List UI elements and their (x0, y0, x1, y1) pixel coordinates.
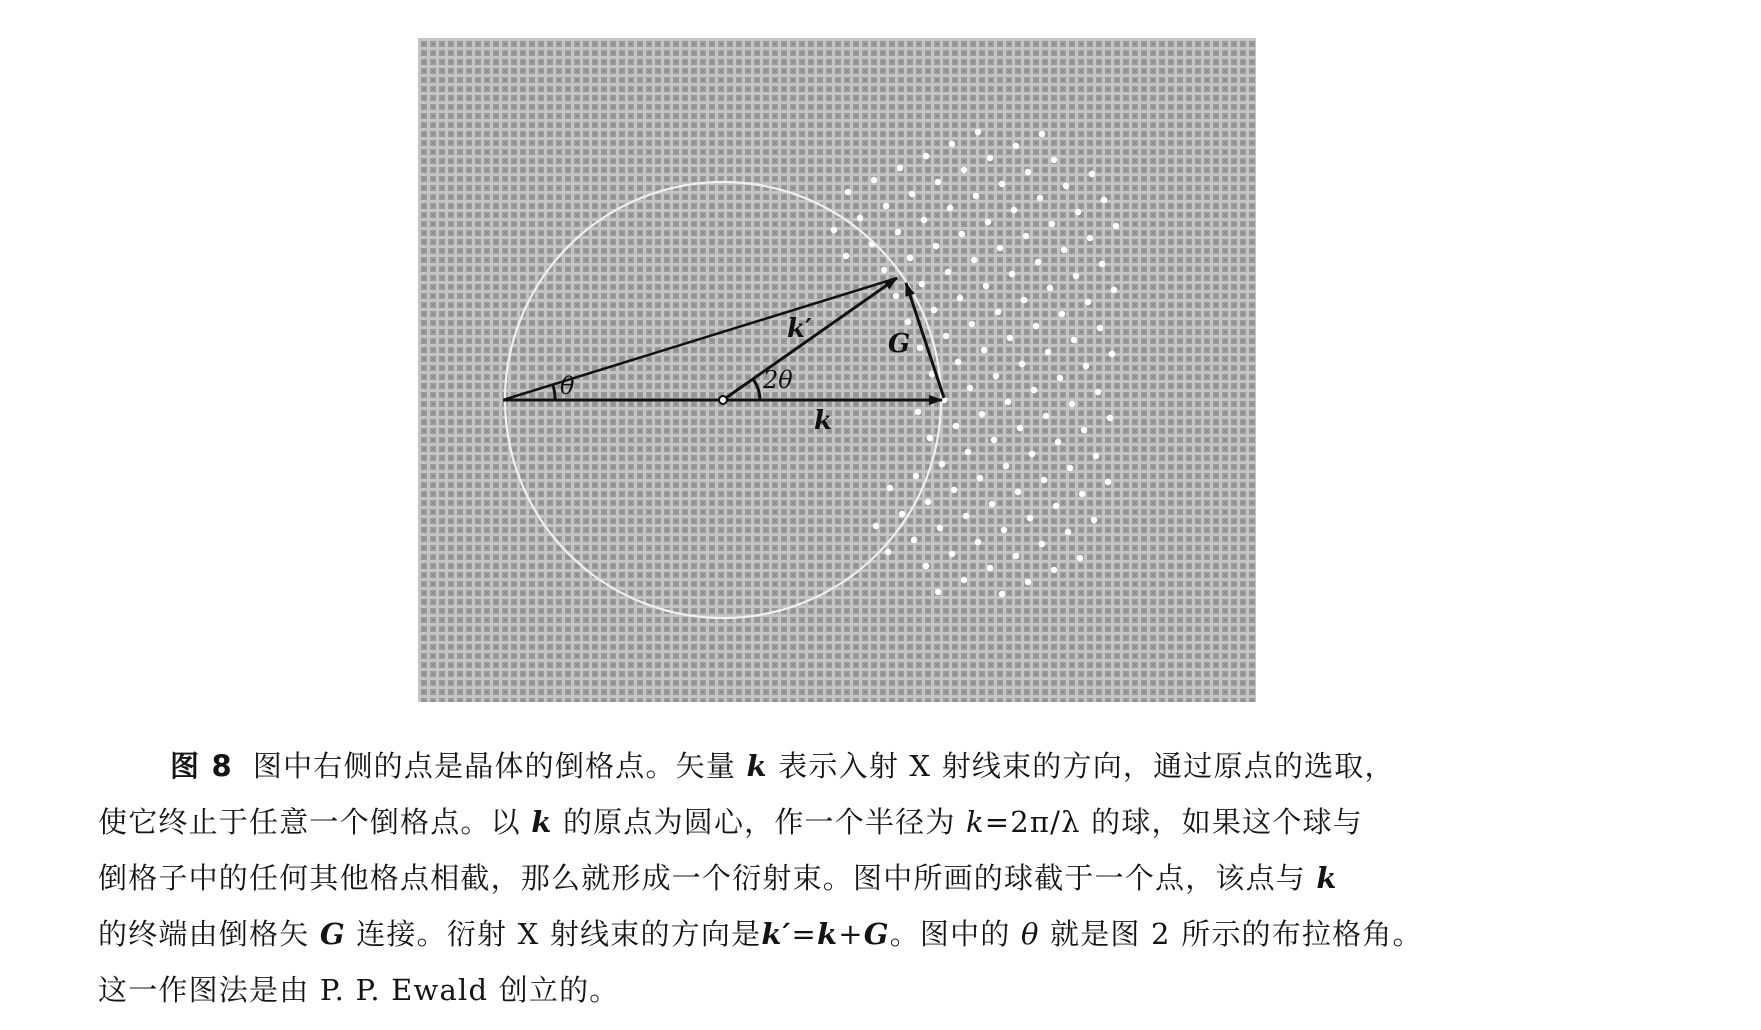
lattice-point (1001, 527, 1007, 533)
math-symbol: θ (1020, 917, 1040, 951)
lattice-point (1051, 567, 1057, 573)
lattice-point (1005, 399, 1011, 405)
lattice-point (1035, 259, 1041, 265)
caption-line-3 (98, 850, 1578, 906)
math-symbol: k′ (761, 917, 792, 951)
figure-background (418, 38, 1256, 702)
lattice-point (1003, 463, 1009, 469)
lattice-point (927, 435, 933, 441)
lattice-point (951, 487, 957, 493)
lattice-point (989, 501, 995, 507)
lattice-point (873, 523, 879, 529)
caption-text: 倒格子中的任何其他格点相截，那么就形成一个衍射束。图中所画的球截于一个点，该点与 (98, 861, 1317, 895)
lattice-point (1051, 157, 1057, 163)
lattice-point (933, 243, 939, 249)
lattice-point (999, 181, 1005, 187)
lattice-point (1023, 233, 1029, 239)
lattice-point (1031, 387, 1037, 393)
lattice-point (997, 245, 1003, 251)
lattice-point (1053, 503, 1059, 509)
lattice-point (977, 475, 983, 481)
math-symbol: k (816, 917, 839, 951)
lattice-point (1013, 553, 1019, 559)
lattice-point (983, 283, 989, 289)
lattice-point (1059, 311, 1065, 317)
caption-text: 。图中的 (889, 917, 1021, 951)
lattice-point (1081, 427, 1087, 433)
lattice-point (963, 513, 969, 519)
lattice-point (885, 549, 891, 555)
lattice-point (955, 359, 961, 365)
lattice-point (937, 525, 943, 531)
lattice-point (1091, 517, 1097, 523)
lattice-point (1027, 515, 1033, 521)
lattice-point (975, 129, 981, 135)
lattice-point (1111, 287, 1117, 293)
lattice-point (857, 215, 863, 221)
lattice-point (1113, 223, 1119, 229)
lattice-point (1037, 195, 1043, 201)
caption-line-2 (98, 794, 1578, 850)
lattice-point (1057, 375, 1063, 381)
lattice-point (969, 321, 975, 327)
lattice-point (1107, 415, 1113, 421)
lattice-point (1075, 209, 1081, 215)
lattice-point (945, 269, 951, 275)
lattice-point (1079, 491, 1085, 497)
lattice-point (1039, 541, 1045, 547)
lattice-point (1041, 477, 1047, 483)
math-operator: + (838, 917, 864, 951)
lattice-point (1061, 247, 1067, 253)
lattice-point (1013, 143, 1019, 149)
math-symbol: k (965, 805, 985, 839)
lattice-point (881, 267, 887, 273)
lattice-point (935, 589, 941, 595)
lattice-point (965, 449, 971, 455)
caption-text: 使它终止于任意一个倒格点。以 (98, 805, 532, 839)
caption-line-4 (98, 906, 1578, 962)
caption-text: 的终端由倒格矢 (98, 917, 320, 951)
math-symbol: G (319, 917, 346, 951)
label-theta: θ (560, 372, 575, 400)
lattice-point (1029, 451, 1035, 457)
lattice-point (899, 511, 905, 517)
lattice-point (915, 409, 921, 415)
lattice-point (1055, 439, 1061, 445)
lattice-point (1093, 453, 1099, 459)
lattice-point (1043, 413, 1049, 419)
caption-text: 连接。衍射 X 射线束的方向是 (345, 917, 762, 951)
lattice-point (871, 177, 877, 183)
math-symbol: k (1316, 861, 1338, 895)
lattice-point (917, 345, 923, 351)
lattice-point (897, 165, 903, 171)
lattice-point (975, 539, 981, 545)
lattice-point (1021, 297, 1027, 303)
lattice-point (1015, 489, 1021, 495)
math-symbol: k (531, 805, 553, 839)
math-symbol: k (746, 749, 768, 783)
caption-text: 的球，如果这个球与 (1080, 805, 1363, 839)
caption-text: 图中右侧的点是晶体的倒格点。矢量 (252, 749, 747, 783)
lattice-point (1063, 183, 1069, 189)
lattice-point (1071, 337, 1077, 343)
lattice-point (1067, 465, 1073, 471)
lattice-point (943, 333, 949, 339)
lattice-point (991, 437, 997, 443)
lattice-point (953, 423, 959, 429)
lattice-point (1019, 361, 1025, 367)
lattice-point (1025, 579, 1031, 585)
lattice-point (971, 257, 977, 263)
lattice-point (939, 461, 945, 467)
lattice-point (961, 167, 967, 173)
lattice-point (1069, 401, 1075, 407)
lattice-point (1087, 235, 1093, 241)
lattice-point (967, 385, 973, 391)
lattice-point (1039, 131, 1045, 137)
caption-text: 表示入射 X 射线束的方向，通过原点的选取， (767, 749, 1395, 783)
lattice-point (1083, 363, 1089, 369)
lattice-point (981, 347, 987, 353)
lattice-point (843, 253, 849, 259)
lattice-point (923, 563, 929, 569)
math-equation: =2π/λ (984, 805, 1081, 839)
lattice-point (979, 411, 985, 417)
lattice-point (1047, 285, 1053, 291)
lattice-point (957, 295, 963, 301)
math-symbol: G (863, 917, 890, 951)
label-k: k (814, 406, 833, 436)
label-G: G (888, 329, 911, 359)
math-operator: = (791, 917, 817, 951)
label-two-theta: 2θ (763, 366, 793, 394)
lattice-point (1045, 349, 1051, 355)
caption-text: 就是图 2 所示的布拉格角。 (1039, 917, 1423, 951)
origin-point (719, 396, 727, 404)
lattice-point (1065, 529, 1071, 535)
lattice-point (911, 537, 917, 543)
lattice-point (895, 229, 901, 235)
lattice-point (1095, 389, 1101, 395)
lattice-point (1109, 351, 1115, 357)
lattice-point (931, 307, 937, 313)
lattice-point (923, 153, 929, 159)
lattice-point (1011, 207, 1017, 213)
lattice-point (949, 141, 955, 147)
lattice-point (961, 577, 967, 583)
lattice-point (893, 293, 899, 299)
lattice-point (909, 191, 915, 197)
lattice-point (999, 591, 1005, 597)
lattice-point (1049, 221, 1055, 227)
lattice-point (925, 499, 931, 505)
lattice-point (987, 565, 993, 571)
lattice-point (1089, 171, 1095, 177)
figure-caption (98, 738, 1578, 1018)
lattice-point (887, 485, 893, 491)
lattice-point (831, 227, 837, 233)
caption-text: 的原点为圆心，作一个半径为 (552, 805, 966, 839)
lattice-point (913, 473, 919, 479)
lattice-point (921, 217, 927, 223)
lattice-point (995, 309, 1001, 315)
lattice-point (1017, 425, 1023, 431)
lattice-point (1007, 335, 1013, 341)
caption-line-5: 这一作图法是由 P. P. Ewald 创立的。 (98, 973, 620, 1007)
lattice-point (1085, 299, 1091, 305)
lattice-point (993, 373, 999, 379)
lattice-point (1073, 273, 1079, 279)
lattice-point (1097, 325, 1103, 331)
lattice-point (935, 179, 941, 185)
lattice-point (1105, 479, 1111, 485)
lattice-point (1009, 271, 1015, 277)
lattice-point (959, 231, 965, 237)
lattice-point (985, 219, 991, 225)
lattice-point (947, 205, 953, 211)
lattice-point (919, 281, 925, 287)
caption-line-1 (98, 738, 1578, 794)
lattice-point (907, 255, 913, 261)
lattice-point (1077, 555, 1083, 561)
lattice-point (973, 193, 979, 199)
label-k-prime: k′ (787, 314, 812, 344)
lattice-point (1033, 323, 1039, 329)
ewald-sphere-figure (418, 38, 1256, 702)
lattice-point (905, 319, 911, 325)
lattice-point (1101, 197, 1107, 203)
ewald-figure-canvas (418, 38, 1256, 702)
lattice-point (845, 189, 851, 195)
lattice-point (987, 155, 993, 161)
lattice-point (883, 203, 889, 209)
lattice-point (949, 551, 955, 557)
lattice-point (1025, 169, 1031, 175)
figure-number: 图 8 (170, 749, 233, 783)
lattice-point (1099, 261, 1105, 267)
